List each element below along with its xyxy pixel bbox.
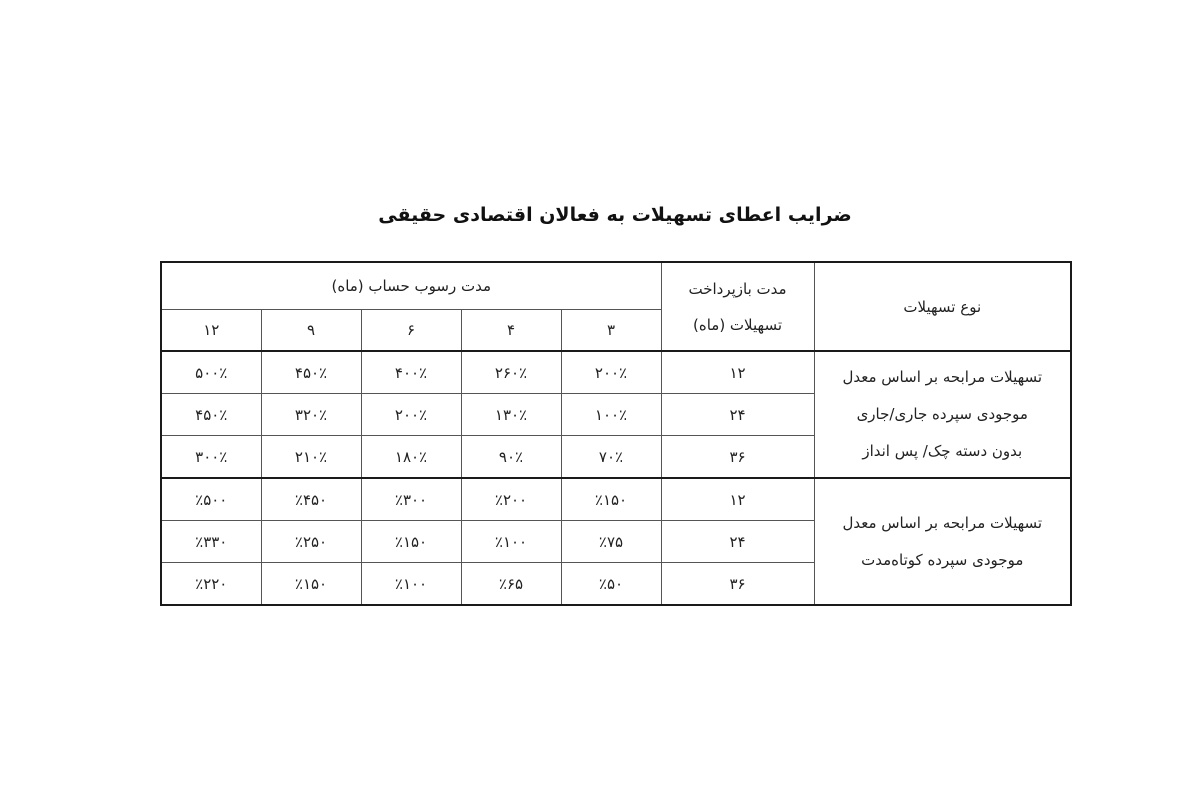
header-month-4: ۴ xyxy=(461,310,561,352)
document-title: ضرایب اعطای تسهیلات به فعالان اقتصادی حقیقی xyxy=(378,204,852,226)
table-row xyxy=(161,351,1071,394)
coefficient-cell: ٪۵۰۰ xyxy=(161,478,261,521)
facility-type-line: تسهیلات مرابحه بر اساس معدل xyxy=(842,368,1043,386)
repayment-term-cell: ۲۴ xyxy=(661,521,814,563)
coefficient-cell: ۴۵۰٪ xyxy=(261,351,361,394)
facility-type-cell xyxy=(814,351,1071,478)
coefficient-cell: ٪۲۰۰ xyxy=(461,478,561,521)
coefficient-cell: ۱۸۰٪ xyxy=(361,436,461,479)
coefficient-cell: ۳۰۰٪ xyxy=(161,436,261,479)
repayment-term-cell: ۲۴ xyxy=(661,394,814,436)
coefficient-cell: ۲۰۰٪ xyxy=(361,394,461,436)
facility-type-line: بدون دسته چک/ پس انداز xyxy=(862,442,1023,460)
coefficient-cell: ٪۴۵۰ xyxy=(261,478,361,521)
coefficient-cell: ۴۰۰٪ xyxy=(361,351,461,394)
coefficient-cell: ٪۷۵ xyxy=(561,521,661,563)
coefficient-cell: ۱۳۰٪ xyxy=(461,394,561,436)
coefficient-cell: ۵۰۰٪ xyxy=(161,351,261,394)
coefficient-cell: ٪۱۰۰ xyxy=(461,521,561,563)
coefficient-cell: ۱۰۰٪ xyxy=(561,394,661,436)
header-month-6: ۶ xyxy=(361,310,461,352)
header-deposit-duration: مدت رسوب حساب (ماه) xyxy=(161,262,661,310)
coefficient-cell: ۲۶۰٪ xyxy=(461,351,561,394)
coefficient-cell: ٪۲۵۰ xyxy=(261,521,361,563)
facility-type-cell xyxy=(814,478,1071,605)
header-month-12: ۱۲ xyxy=(161,310,261,352)
coefficient-cell: ٪۶۵ xyxy=(461,563,561,606)
coefficient-cell: ۲۰۰٪ xyxy=(561,351,661,394)
coefficient-cell: ۳۲۰٪ xyxy=(261,394,361,436)
coefficient-cell: ۲۱۰٪ xyxy=(261,436,361,479)
header-month-9: ۹ xyxy=(261,310,361,352)
header-repayment-term xyxy=(661,262,814,351)
facility-type-line: موجودی سپرده کوتاه‌مدت xyxy=(861,550,1024,569)
coefficient-cell: ۹۰٪ xyxy=(461,436,561,479)
header-facility-type: نوع تسهیلات xyxy=(814,262,1071,351)
header-month-3: ۳ xyxy=(561,310,661,352)
header-repayment-term-line-1: مدت بازپرداخت xyxy=(688,279,787,298)
facility-type-line: تسهیلات مرابحه بر اساس معدل xyxy=(842,513,1043,532)
coefficient-cell: ٪۱۰۰ xyxy=(361,563,461,606)
coefficient-cell: ٪۱۵۰ xyxy=(561,478,661,521)
coefficient-cell: ٪۲۲۰ xyxy=(161,563,261,606)
coefficient-cell: ٪۳۰۰ xyxy=(361,478,461,521)
coefficient-cell: ۴۵۰٪ xyxy=(161,394,261,436)
table-row xyxy=(161,478,1071,521)
header-repayment-term-line-2: تسهیلات (ماه) xyxy=(693,315,783,334)
repayment-term-cell: ۱۲ xyxy=(661,351,814,394)
facility-coefficients-table xyxy=(160,261,1072,606)
repayment-term-cell: ۱۲ xyxy=(661,478,814,521)
coefficient-cell: ٪۱۵۰ xyxy=(261,563,361,606)
coefficient-cell: ۷۰٪ xyxy=(561,436,661,479)
coefficient-cell: ٪۱۵۰ xyxy=(361,521,461,563)
coefficient-cell: ٪۵۰ xyxy=(561,563,661,606)
coefficient-cell: ٪۳۳۰ xyxy=(161,521,261,563)
repayment-term-cell: ۳۶ xyxy=(661,563,814,606)
repayment-term-cell: ۳۶ xyxy=(661,436,814,479)
facility-type-line: موجودی سپرده جاری/جاری xyxy=(856,405,1028,423)
